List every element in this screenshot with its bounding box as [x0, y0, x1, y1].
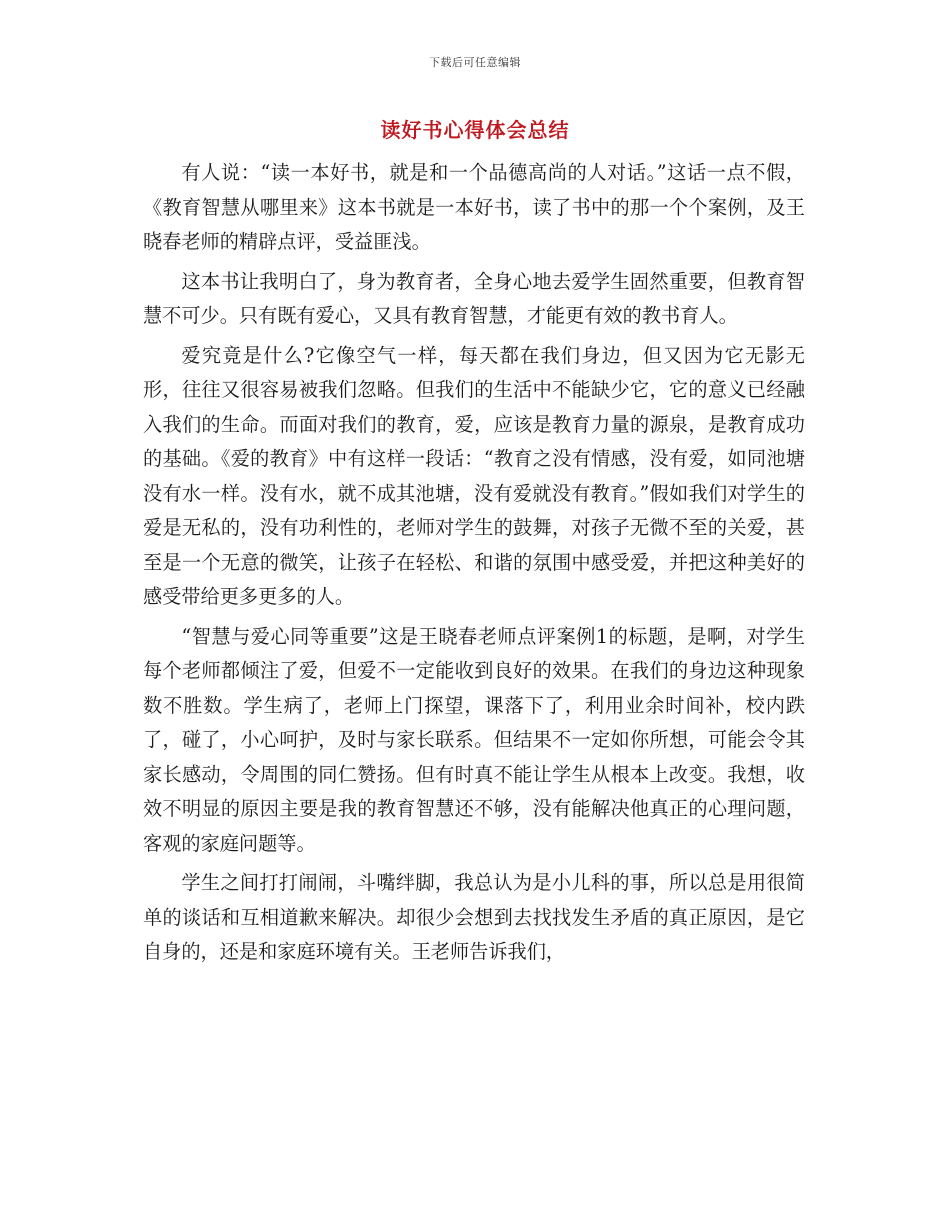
- document-title: 读好书心得体会总结: [380, 118, 570, 142]
- page-header: 下载后可任意编辑: [429, 56, 521, 69]
- document-body: [143, 156, 805, 975]
- paragraph: 爱究竟是什么?它像空气一样，每天都在我们身边，但又因为它无影无形，往往又很容易被我们忽略。但我们的生活中不能缺少它，它的意义已经融入我们的生命。而面对我们的教育，爱，应该是教育力量的源泉，是教育成功的基础。《爱的教育》中有这样一段话：“教育之没有情感，没有爱，如同池塘没有水一样。没有水，就不成其池塘，没有爱就没有教育。”假如我们对学生的爱是无私的，没有功利性的，老师对学生的鼓舞，对孩子无微不至的关爱，甚至是一个无意的微笑，让孩子在轻松、和谐的氛围中感受爱，并把这种美好的感受带给更多更多的人。: [143, 343, 805, 608]
- paragraph: 有人说：“读一本好书，就是和一个品德高尚的人对话。”这话一点不假，《教育智慧从哪里来》这本书就是一本好书，读了书中的那一个个案例，及王晓春老师的精辟点评，受益匪浅。: [143, 161, 805, 253]
- paragraph: 这本书让我明白了，身为教育者，全身心地去爱学生固然重要，但教育智慧不可少。只有既有爱心，又具有教育智慧，才能更有效的教书育人。: [143, 269, 805, 327]
- paragraph: 学生之间打打闹闹，斗嘴绊脚，我总认为是小儿科的事，所以总是用很简单的谈话和互相道歉来解决。却很少会想到去找找发生矛盾的真正原因，是它自身的，还是和家庭环境有关。王老师告诉我们，: [143, 871, 805, 963]
- paragraph: “智慧与爱心同等重要”这是王晓春老师点评案例1的标题，是啊，对学生每个老师都倾注了爱，但爱不一定能收到良好的效果。在我们的身边这种现象数不胜数。学生病了，老师上门探望，课落下了，利用业余时间补，校内跌了，碰了，小心呵护，及时与家长联系。但结果不一定如你所想，可能会令其家长感动，令周围的同仁赞扬。但有时真不能让学生从根本上改变。我想，收效不明显的原因主要是我的教育智慧还不够，没有能解决他真正的心理问题，客观的家庭问题等。: [143, 624, 805, 855]
